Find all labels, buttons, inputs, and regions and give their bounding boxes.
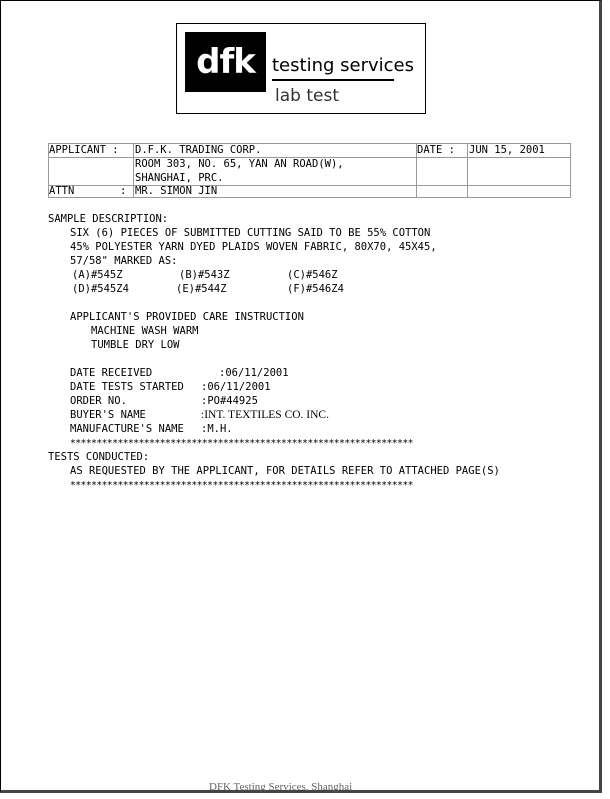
tests-line: AS REQUESTED BY THE APPLICANT, FOR DETAILS REFER TO ATTACHED PAGE(S)	[70, 465, 500, 477]
address-line-2: SHANGHAI, PRC.	[135, 172, 224, 184]
tests-started-value: :06/11/2001	[201, 381, 271, 393]
separator-stars: *****************************************************************	[70, 480, 413, 491]
sample-line: SIX (6) PIECES OF SUBMITTED CUTTING SAID TO BE 55% COTTON	[70, 227, 431, 239]
applicant-name: D.F.K. TRADING CORP.	[135, 144, 262, 156]
sample-mark: (C)#546Z	[287, 269, 338, 281]
care-line: TUMBLE DRY LOW	[91, 339, 180, 351]
sample-mark: (E)#544Z	[176, 283, 227, 295]
care-heading: APPLICANT'S PROVIDED CARE INSTRUCTION	[70, 311, 304, 323]
sample-line: 45% POLYESTER YARN DYED PLAIDS WOVEN FABRIC, 80X70, 45X45,	[70, 241, 437, 253]
applicant-label: APPLICANT :	[49, 144, 119, 156]
date-received-value: :06/11/2001	[219, 367, 289, 379]
date-label: DATE :	[417, 144, 455, 156]
tests-heading: TESTS CONDUCTED:	[48, 451, 150, 463]
buyer-label: BUYER'S NAME	[70, 409, 146, 421]
table-rule	[48, 197, 571, 198]
logo-underline	[272, 79, 394, 81]
tests-started-label: DATE TESTS STARTED	[70, 381, 184, 393]
address-line-1: ROOM 303, NO. 65, YAN AN ROAD(W),	[135, 158, 344, 170]
sample-mark: (B)#543Z	[179, 269, 230, 281]
buyer-value: :INT. TEXTILES CO. INC.	[201, 409, 329, 421]
date-received-label: DATE RECEIVED	[70, 367, 153, 379]
attn-value: MR. SIMON JIN	[135, 185, 218, 197]
sample-mark: (F)#546Z4	[287, 283, 344, 295]
sample-line: 57/58" MARKED AS:	[70, 255, 178, 267]
date-value: JUN 15, 2001	[469, 144, 545, 156]
logo-mark: dfk	[185, 32, 266, 92]
order-value: :PO#44925	[201, 395, 258, 407]
table-rule	[570, 143, 571, 198]
page-footer: DFK Testing Services, Shanghai	[209, 781, 353, 793]
separator-stars: *****************************************************************	[70, 438, 413, 449]
manufacturer-value: :M.H.	[201, 423, 233, 435]
logo-subtitle: lab test	[275, 86, 339, 106]
care-line: MACHINE WASH WARM	[91, 325, 199, 337]
sample-heading: SAMPLE DESCRIPTION:	[48, 213, 169, 225]
attn-label: ATTN	[49, 185, 75, 197]
order-label: ORDER NO.	[70, 395, 127, 407]
sample-mark: (A)#545Z	[72, 269, 123, 281]
sample-mark: (D)#545Z4	[72, 283, 129, 295]
table-rule	[467, 143, 468, 198]
manufacturer-label: MANUFACTURE'S NAME	[70, 423, 184, 435]
table-rule	[48, 185, 571, 186]
applicant-header-table	[48, 143, 571, 198]
attn-colon: :	[120, 185, 127, 197]
table-rule	[133, 143, 134, 198]
logo-name: testing services	[272, 55, 414, 76]
